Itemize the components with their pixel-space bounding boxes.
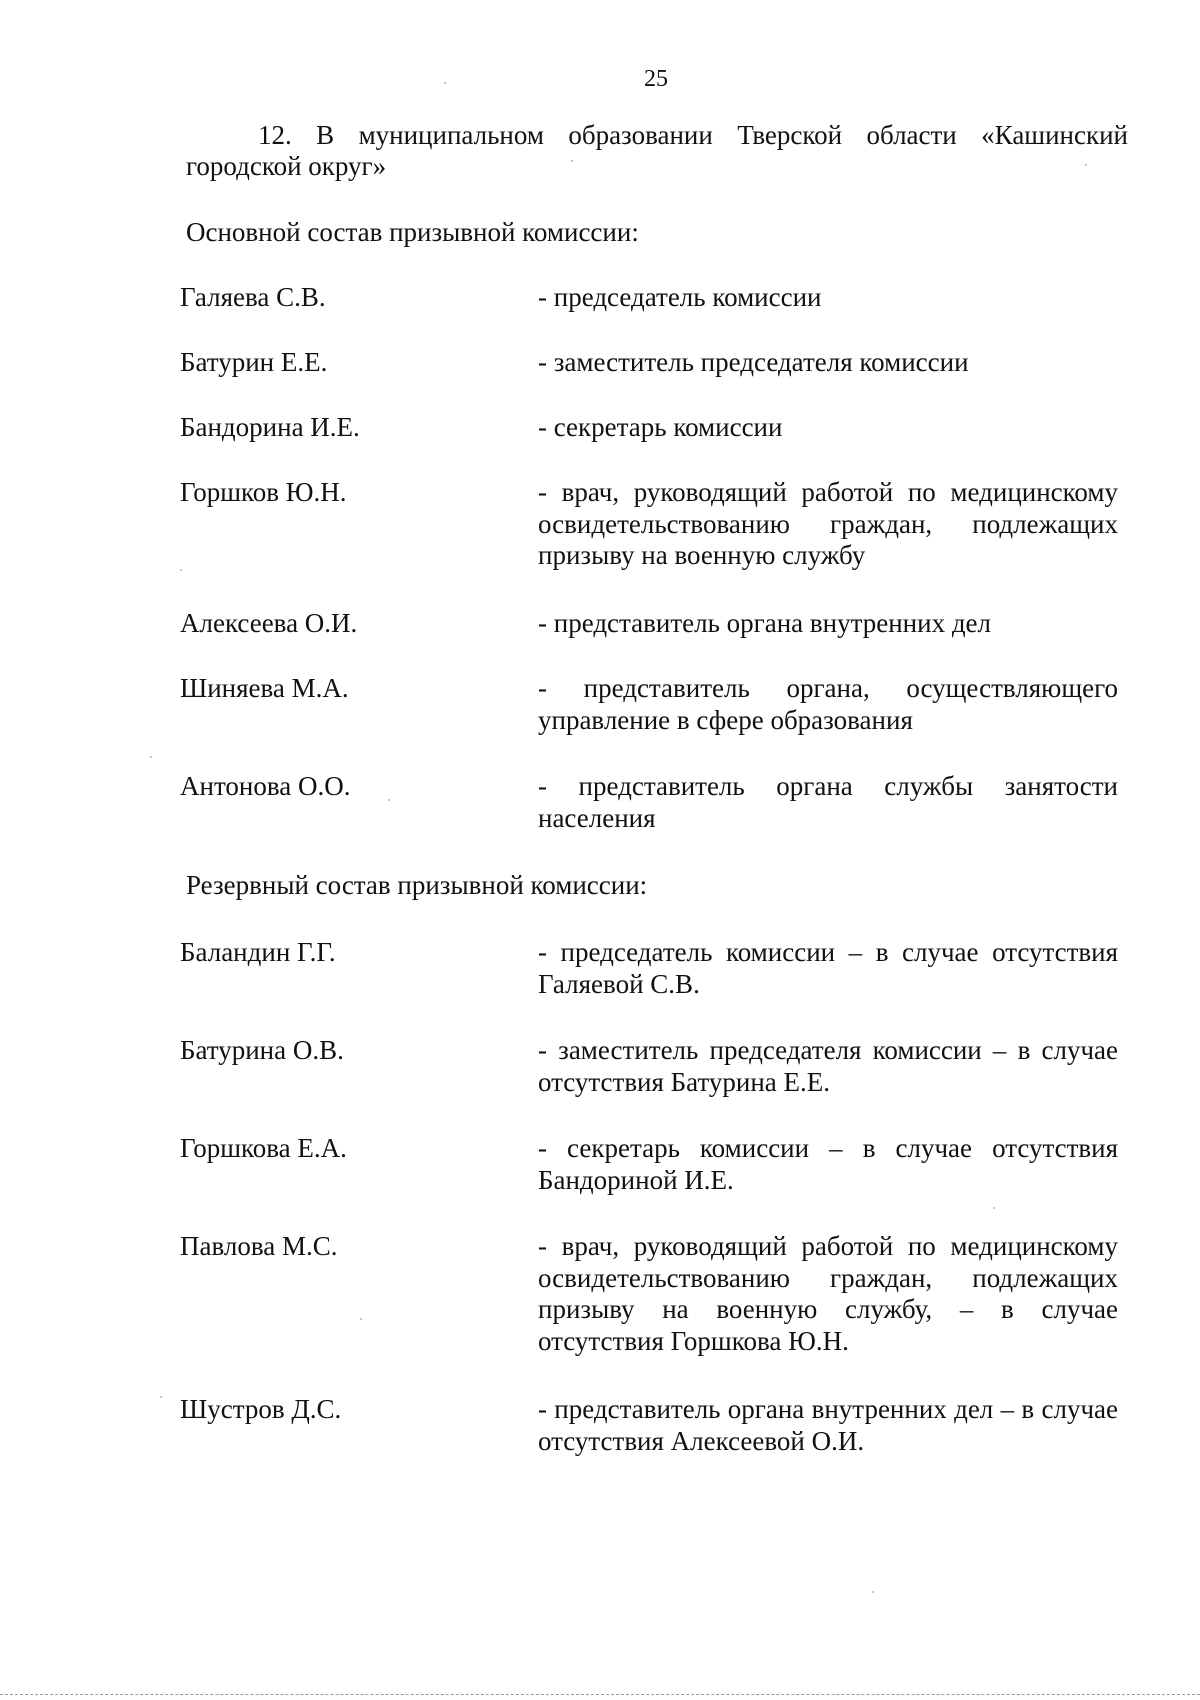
member-name: Горшкова Е.А.: [180, 1133, 347, 1163]
member-name: Алексеева О.И.: [180, 608, 358, 638]
member-name: Батурина О.В.: [180, 1035, 344, 1065]
member-name: Горшков Ю.Н.: [180, 477, 347, 507]
member-role: - представитель органа службы занятости населения: [538, 771, 1118, 833]
member-name: Павлова М.С.: [180, 1231, 338, 1261]
scan-speck: [872, 1591, 874, 1593]
scan-speck: [360, 1318, 362, 1320]
member-name: Шустров Д.С.: [180, 1394, 342, 1424]
main-composition-title: Основной состав призывной комиссии:: [186, 217, 639, 247]
member-name: Шиняева М.А.: [180, 673, 349, 703]
scan-speck: [388, 799, 390, 801]
member-role: - представитель органа внутренних дел: [538, 608, 992, 638]
scan-speck: [571, 160, 573, 162]
member-role: - представитель органа, осуществляющего управление в сфере образования: [538, 673, 1118, 735]
scan-speck: [1085, 164, 1087, 166]
member-name: Баландин Г.Г.: [180, 937, 336, 967]
member-name: Антонова О.О.: [180, 771, 351, 801]
scan-speck: [444, 82, 446, 84]
member-role: - врач, руководящий работой по медицинскому освидетельствованию граждан, подлежащих призыву на военную службу: [538, 477, 1118, 570]
member-role: - секретарь комиссии: [538, 412, 783, 442]
member-role: - председатель комиссии: [538, 282, 822, 312]
member-role: - заместитель председателя комиссии: [538, 347, 969, 377]
member-role: - врач, руководящий работой по медицинскому освидетельствованию граждан, подлежащих призыву на военную службу, – в случае отсутствия Горшкова Ю.Н.: [538, 1231, 1118, 1356]
scan-edge-line: [0, 1694, 1200, 1695]
page-number: 25: [644, 66, 668, 92]
section-heading: 12. В муниципальном образовании Тверской области «Кашинский городской округ»: [186, 120, 1128, 181]
member-role: - заместитель председателя комиссии – в случае отсутствия Батурина Е.Е.: [538, 1035, 1118, 1097]
member-name: Батурин Е.Е.: [180, 347, 328, 377]
scan-speck: [180, 569, 182, 571]
scan-speck: [150, 756, 152, 758]
member-role: - секретарь комиссии – в случае отсутствия Бандориной И.Е.: [538, 1133, 1118, 1195]
scan-speck: [160, 1396, 162, 1398]
member-role: - представитель органа внутренних дел – в случае отсутствия Алексеевой О.И.: [538, 1394, 1118, 1456]
member-role: - председатель комиссии – в случае отсутствия Галяевой С.В.: [538, 937, 1118, 999]
member-name: Бандорина И.Е.: [180, 412, 360, 442]
reserve-composition-title: Резервный состав призывной комиссии:: [186, 870, 648, 900]
scan-speck: [993, 1207, 995, 1209]
member-name: Галяева С.В.: [180, 282, 326, 312]
